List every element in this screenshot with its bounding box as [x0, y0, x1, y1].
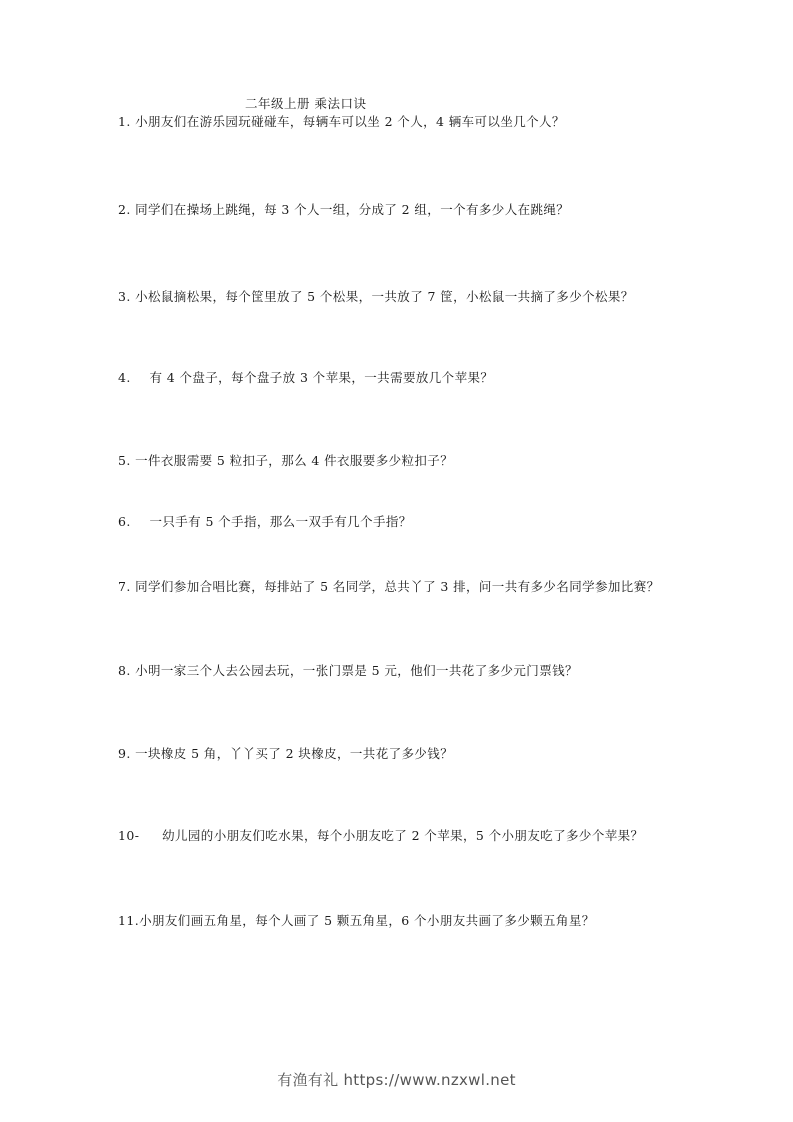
question-text: 小朋友们画五角星，每个人画了 5 颗五角星，6 个小朋友共画了多少颗五角星？ [139, 913, 595, 928]
question-number: 10- [118, 828, 140, 843]
question-text: 同学们参加合唱比赛，每排站了 5 名同学，总共丫了 3 排，问一共有多少名同学参加比赛？ [135, 579, 660, 594]
question-11 [118, 911, 595, 931]
question-number: 7. [118, 579, 131, 594]
question-number: 3. [118, 289, 131, 304]
question-text: 一只手有 5 个手指，那么一双手有几个手指？ [149, 514, 412, 529]
question-number: 4. [118, 370, 131, 385]
question-number: 11. [118, 913, 140, 928]
question-number: 2. [118, 202, 131, 217]
question-5 [118, 451, 453, 471]
question-4 [118, 368, 493, 388]
question-number: 8. [118, 663, 131, 678]
question-2 [118, 200, 569, 220]
question-text: 同学们在操场上跳绳，每 3 个人一组，分成了 2 组，一个有多少人在跳绳？ [135, 202, 570, 217]
question-3 [118, 287, 634, 307]
question-number: 6. [118, 514, 131, 529]
question-text: 幼儿园的小朋友们吃水果，每个小朋友吃了 2 个苹果，5 个小朋友吃了多少个苹果？ [162, 828, 644, 843]
question-number: 5. [118, 453, 131, 468]
question-1 [118, 112, 565, 132]
footer-watermark: 有渔有礼 https://www.nzxwl.net [277, 1071, 516, 1089]
question-10 [118, 826, 643, 846]
question-text: 小明一家三个人去公园去玩，一张门票是 5 元，他们一共花了多少元门票钱？ [135, 663, 578, 678]
question-text: 一块橡皮 5 角，丫丫买了 2 块橡皮，一共花了多少钱？ [135, 746, 454, 761]
question-7 [118, 577, 678, 597]
question-number: 9. [118, 746, 131, 761]
question-6 [118, 512, 412, 532]
question-8 [118, 661, 578, 681]
page-title: 二年级上册 乘法口诀 [245, 96, 367, 111]
question-text: 有 4 个盘子，每个盘子放 3 个苹果，一共需要放几个苹果？ [149, 370, 494, 385]
question-text: 小松鼠摘松果，每个筐里放了 5 个松果，一共放了 7 筐，小松鼠一共摘了多少个松果？ [135, 289, 634, 304]
question-number: 1. [118, 114, 131, 129]
question-text: 一件衣服需要 5 粒扣子，那么 4 件衣服要多少粒扣子？ [135, 453, 454, 468]
question-9 [118, 744, 453, 764]
question-text: 小朋友们在游乐园玩碰碰车，每辆车可以坐 2 个人，4 辆车可以坐几个人？ [135, 114, 565, 129]
